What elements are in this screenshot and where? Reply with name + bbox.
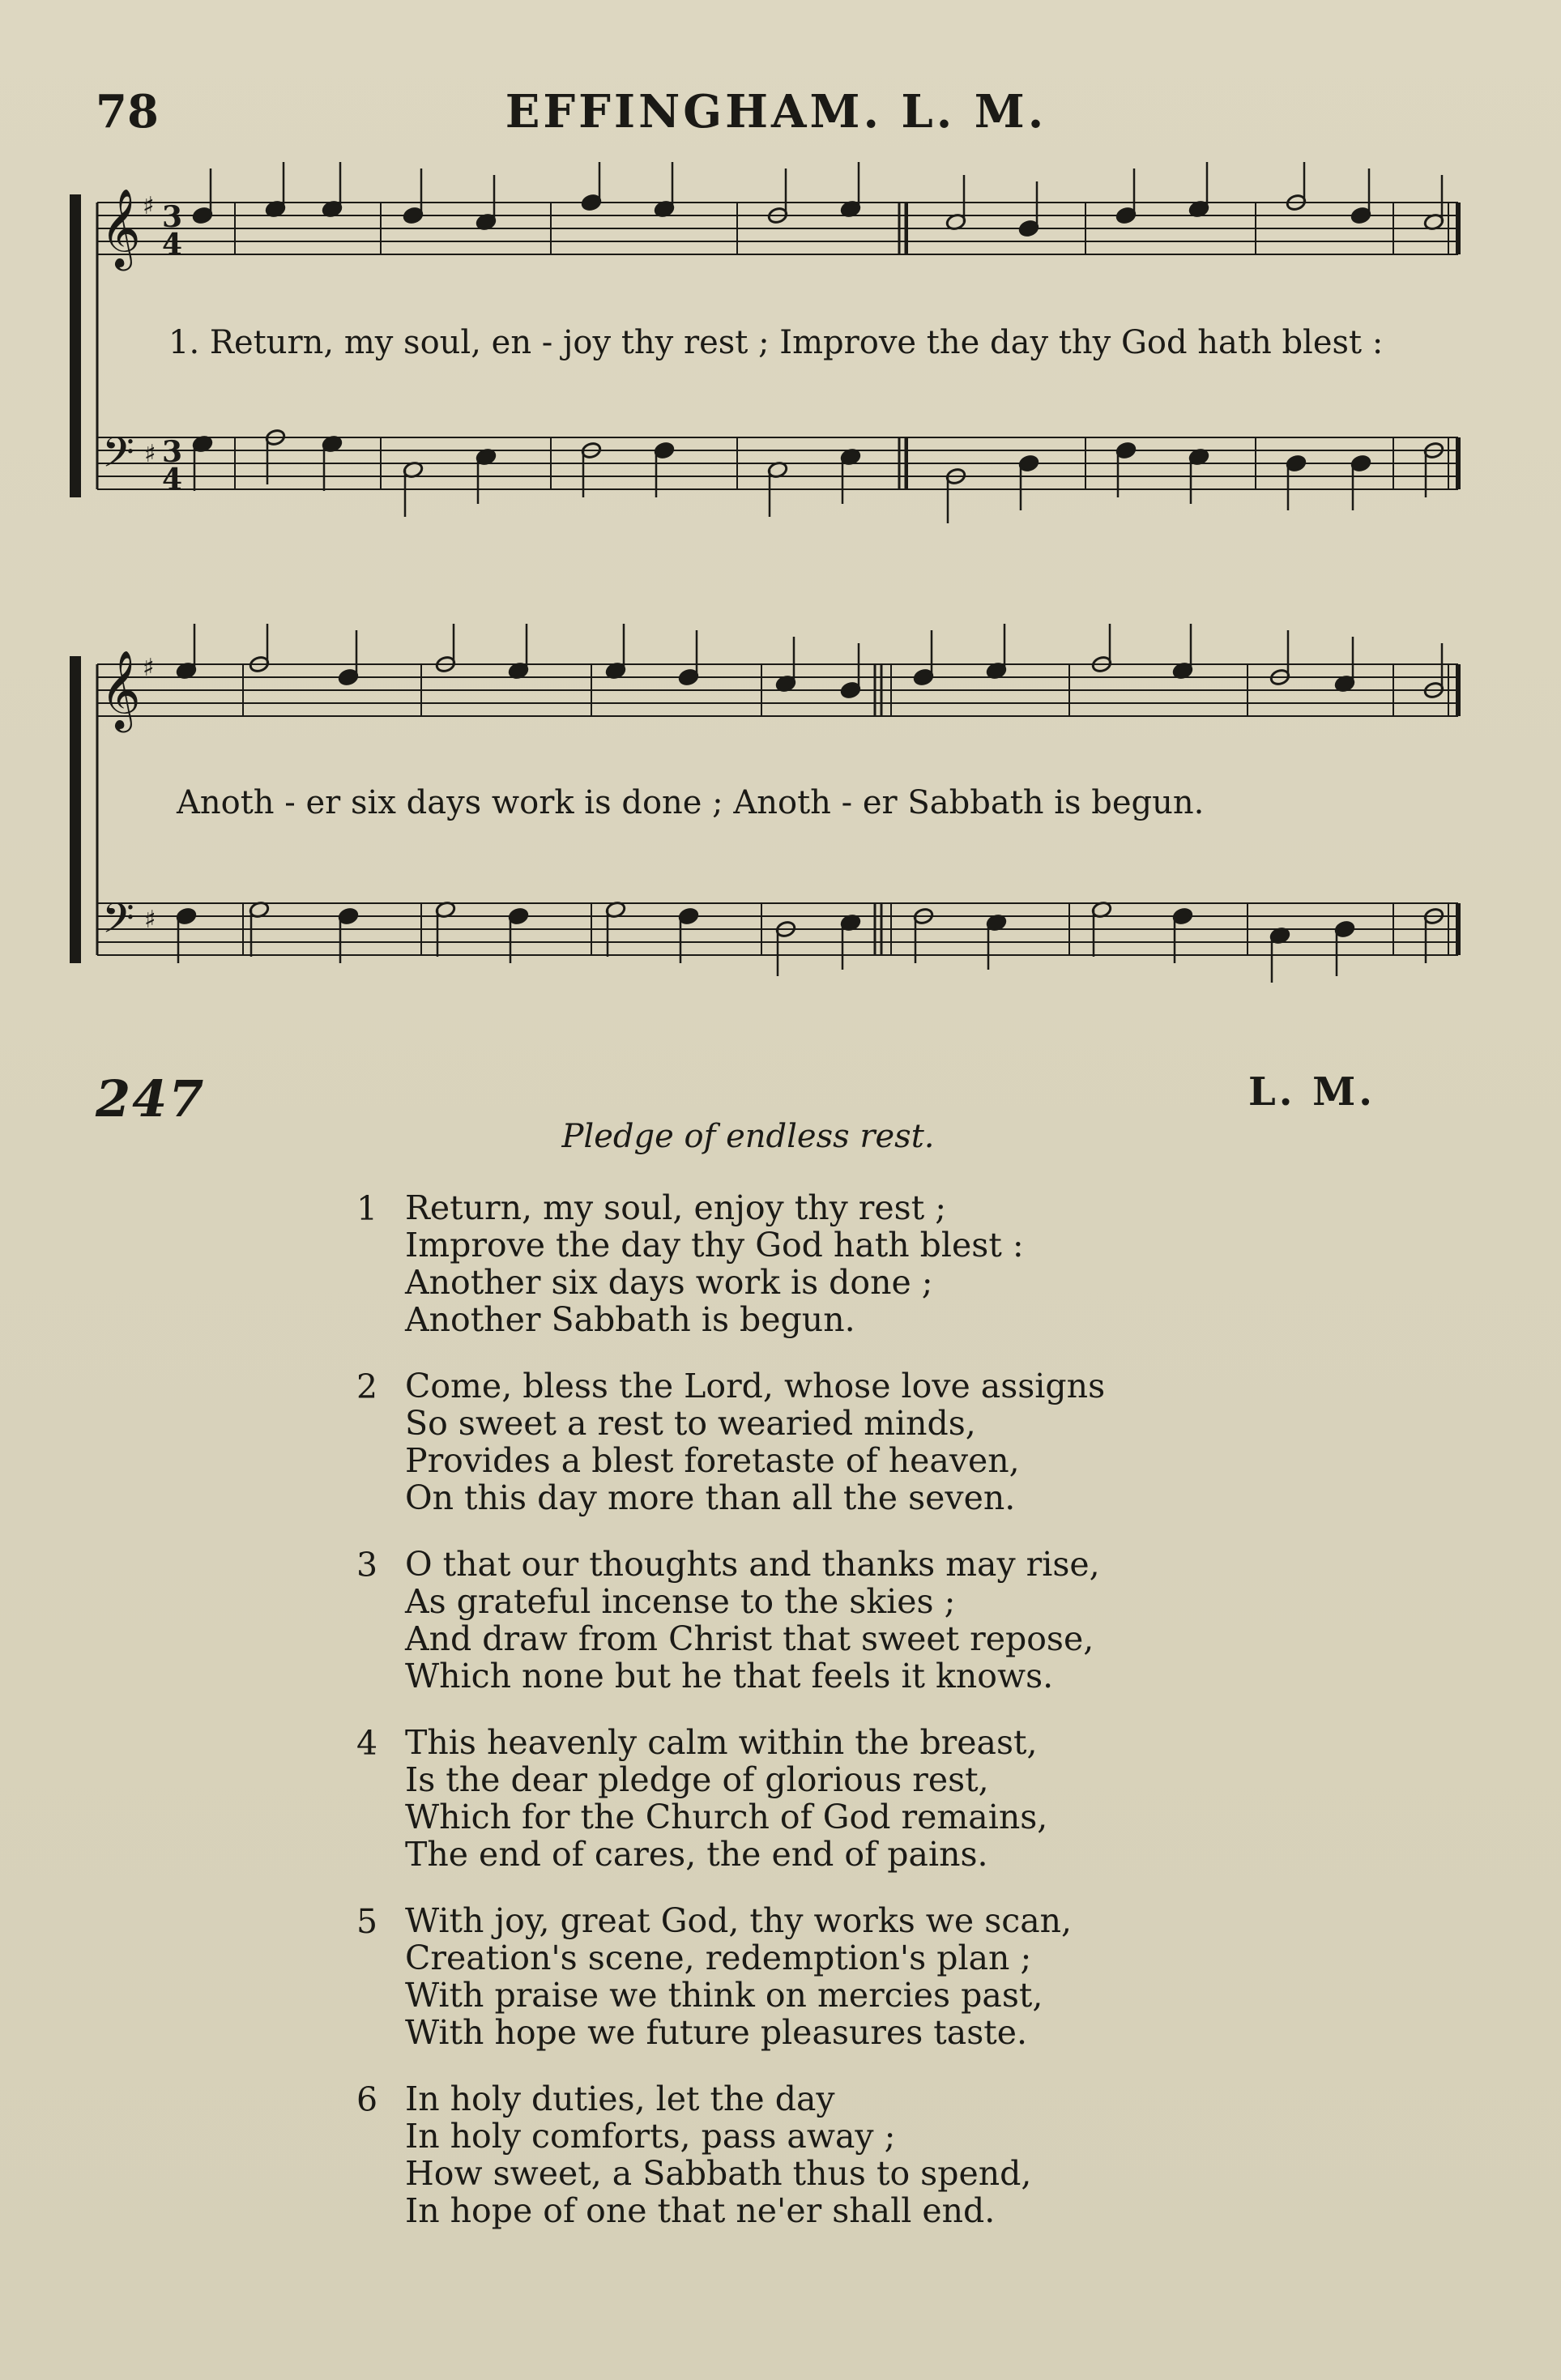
hymn-number: 247 [96,1069,206,1128]
stanza [356,1902,1248,2051]
stanza-lines [405,1189,1248,1338]
stanza-line: Another six days work is done ; [405,1263,933,1302]
music-system-1 [65,162,1466,535]
hymn-subtitle: Pledge of endless rest. [561,1118,935,1155]
stanza [356,1546,1248,1695]
bass-clef-icon: 𝄢 [102,428,134,487]
tune-title: EFFINGHAM. L. M. [505,85,1047,139]
stanza-line: Improve the day thy God hath blest : [405,1226,1024,1265]
sharp-icon: ♯ [144,906,156,934]
stanza-line: With joy, great God, thy works we scan, [405,1901,1073,1940]
stanza-line: As grateful incense to the skies ; [405,1582,956,1621]
stanza-line: Creation's scene, redemption's plan ; [405,1939,1032,1977]
stanza-line: The end of cares, the end of pains. [405,1835,988,1874]
stanza-number: 3 [356,1546,378,1585]
stanza-line: And draw from Christ that sweet repose, [405,1619,1094,1658]
stanza-line: With praise we think on mercies past, [405,1976,1043,2015]
sharp-icon: ♯ [144,440,156,468]
stanza-lines [405,1902,1248,2051]
stanza-line: Which for the Church of God remains, [405,1798,1048,1836]
stanza [356,1189,1248,1338]
stanza-line: How sweet, a Sabbath thus to spend, [405,2154,1032,2193]
stanza-line: Provides a blest foretaste of heaven, [405,1441,1020,1480]
time-signature-digit: 4 [162,228,183,262]
stanza-line: On this day more than all the seven. [405,1478,1016,1517]
stanza-lines [405,1367,1248,1516]
stanza-line: In hope of one that ne'er shall end. [405,2191,996,2230]
treble-clef-icon: 𝄞 [100,650,141,729]
stanza-number: 6 [356,2080,378,2119]
stanza-line: O that our thoughts and thanks may rise, [405,1545,1100,1584]
stanza-line: In holy duties, let the day [405,2079,835,2118]
stanza [356,2080,1248,2229]
lyrics-line-1: 1. Return, my soul, en - joy thy rest ; Improve the day thy God hath blest : [168,324,1384,361]
stanza-line: So sweet a rest to wearied minds, [405,1404,976,1443]
stanza [356,1367,1248,1516]
music-system-2 [65,624,1466,1013]
stanza-line: In holy comforts, pass away ; [405,2117,896,2156]
stanza-line: This heavenly calm within the breast, [405,1723,1038,1762]
stanza-line: Which none but he that feels it knows. [405,1657,1054,1695]
time-signature-digit: 3 [162,435,183,469]
stanza [356,1724,1248,1873]
page-header [96,77,1473,150]
time-signature-digit: 3 [162,200,183,234]
hymn-stanzas [356,1189,1248,2258]
system-brace [70,194,81,497]
stanza-lines [405,2080,1248,2229]
stanza-number: 5 [356,1902,378,1941]
page-number: 78 [96,85,159,139]
treble-clef-icon: 𝄞 [100,188,141,267]
stanza-line: Is the dear pledge of glorious rest, [405,1760,989,1799]
stanza-number: 1 [356,1189,378,1228]
stanza-number: 2 [356,1367,378,1406]
stanza-number: 4 [356,1724,378,1763]
stanza-line: Come, bless the Lord, whose love assigns [405,1367,1106,1405]
stanza-line: Return, my soul, enjoy thy rest ; [405,1188,947,1227]
hymn-meter: L. M. [1248,1069,1375,1115]
bass-clef-icon: 𝄢 [102,894,134,953]
sharp-icon: ♯ [143,654,155,682]
stanza-lines [405,1724,1248,1873]
system-brace [70,656,81,963]
stanza-line: Another Sabbath is begun. [405,1300,855,1339]
time-signature-digit: 4 [162,463,183,497]
stanza-line: With hope we future pleasures taste. [405,2013,1028,2052]
lyrics-line-2: Anoth - er six days work is done ; Anoth - er Sabbath is begun. [177,784,1205,821]
stanza-lines [405,1546,1248,1695]
sharp-icon: ♯ [143,192,155,220]
